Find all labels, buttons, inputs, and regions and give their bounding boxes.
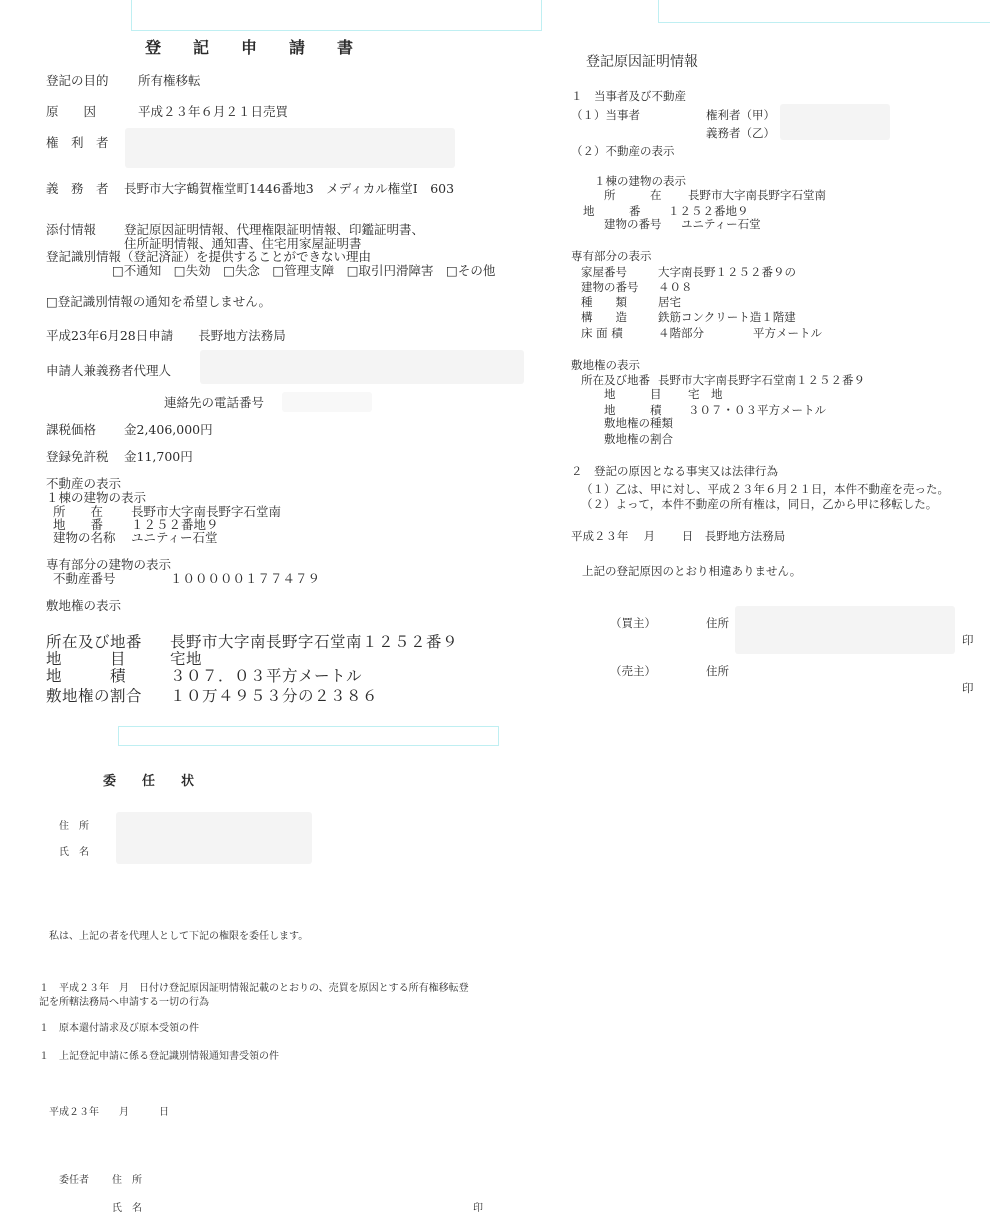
- cause-building-no-value: ユニティー石堂: [681, 217, 761, 231]
- land-location-value: 長野市大字南長野字石堂南１２５２番９: [170, 633, 459, 651]
- proxy-item1-line2: 記を所轄法務局へ申請する一切の行為: [39, 997, 209, 1008]
- cause-lot-label: 地 番: [583, 204, 641, 218]
- unit-no-value: ４０８: [658, 280, 693, 294]
- principal-name-label: 氏 名: [112, 1203, 142, 1214]
- seller-seal: 印: [962, 681, 974, 695]
- land-ratio-label: 敷地権の割合: [46, 687, 143, 705]
- structure-label: 構 造: [581, 310, 627, 324]
- cause-land-category-label: 地 目: [604, 387, 662, 401]
- lot-value: １２５２番地９: [131, 517, 219, 532]
- section2-heading: ２ 登記の原因となる事実又は法律行為: [571, 464, 778, 478]
- redacted-parties: [780, 104, 890, 140]
- cause-date-office: 平成２３年 月 日 長野地方法務局: [571, 529, 786, 543]
- license-tax-label: 登録免許税: [46, 449, 109, 464]
- application-title: 登 記 申 請 書: [145, 38, 362, 57]
- cause-unit-heading: 専有部分の表示: [571, 249, 652, 263]
- house-no-value: 大字南長野１２５２番９の: [658, 265, 796, 279]
- land-location-label: 所在及び地番: [46, 633, 143, 651]
- purpose-value: 所有権移転: [138, 73, 201, 88]
- section1-heading: １ 当事者及び不動産: [571, 89, 686, 103]
- redacted-proxy: [116, 812, 312, 864]
- top-frame-left: [131, 0, 542, 31]
- buyer-seal: 印: [962, 633, 974, 647]
- notify-option: □登記識別情報の通知を希望しません。: [46, 294, 272, 309]
- land-area-value: ３０７．０３平方メートル: [170, 667, 363, 685]
- identification-reason: 登記識別情報（登記済証）を提供することができない理由: [46, 249, 372, 264]
- proxy-item1-line1: １ 平成２３年 月 日付け登記原因証明情報記載のとおりの、売買を原因とする所有権移転登: [39, 983, 469, 994]
- buyer-label: （買主）: [610, 616, 656, 630]
- proxy-statement: 私は、上記の者を代理人として下記の権限を委任します。: [49, 931, 309, 942]
- proxy-title: 委 任 状: [103, 774, 195, 789]
- agent-label: 申請人兼義務者代理人: [46, 363, 172, 378]
- building-name-label: 建物の名称: [53, 530, 116, 545]
- attachments-line1: 登記原因証明情報、代理権限証明情報、印鑑証明書、: [124, 222, 425, 237]
- property-number-label: 不動産番号: [53, 571, 116, 586]
- top-frame-right: [658, 0, 990, 23]
- license-tax-value: 金11,700円: [124, 449, 193, 464]
- attachments-label: 添付情報: [46, 222, 97, 237]
- cause-building-no-label: 建物の番号: [604, 217, 662, 231]
- cause-land-right-heading: 敷地権の表示: [571, 358, 640, 372]
- redacted-holder: [125, 128, 455, 168]
- principal-address-label: 住 所: [112, 1175, 142, 1186]
- declaration: 上記の登記原因のとおり相違ありません。: [582, 564, 802, 578]
- redacted-agent: [200, 350, 524, 384]
- land-area-label: 地 積: [46, 667, 127, 685]
- lot-label: 地 番: [53, 517, 104, 532]
- proxy-item2: １ 原本還付請求及び原本受領の件: [39, 1023, 199, 1034]
- cause-land-area-value: ３０７・０３平方メートル: [688, 403, 826, 417]
- proxy-date: 平成２３年 月 日: [49, 1107, 169, 1118]
- land-category-value: 宅地: [170, 650, 203, 668]
- land-right-ratio: 敷地権の割合: [604, 432, 673, 446]
- real-estate-heading: （２）不動産の表示: [571, 144, 675, 158]
- obligor-label: 義 務 者: [46, 181, 109, 196]
- middle-frame: [118, 726, 499, 746]
- tax-value-label: 課税価格: [46, 422, 97, 437]
- structure-value: 鉄筋コンクリート造１階建: [658, 310, 796, 324]
- floor-area-unit: 平方メートル: [753, 326, 822, 340]
- phone-label: 連絡先の電話番号: [164, 395, 265, 410]
- fact-2: （２）よって，本件不動産の所有権は，同日，乙から甲に移転した。: [581, 497, 938, 511]
- floor-area-value: ４階部分: [658, 326, 704, 340]
- location-label: 所 在: [53, 504, 104, 519]
- cause-land-category-value: 宅 地: [688, 387, 723, 401]
- filing-line: 平成23年6月28日申請 長野地方法務局: [46, 328, 286, 343]
- holder-label: 権 利 者: [46, 135, 109, 150]
- purpose-label: 登記の目的: [46, 73, 109, 88]
- proxy-name-label: 氏 名: [59, 847, 89, 858]
- land-ratio-value: １０万４９５３分の２３８６: [170, 687, 379, 705]
- proxy-seal: 印: [473, 1203, 483, 1214]
- building-name-value: ユニティー石堂: [131, 530, 218, 545]
- seller-address-label: 住所: [706, 664, 729, 678]
- obligor-value: 長野市大字鶴賀権堂町1446番地3 メディカル権堂Ⅰ 603: [124, 181, 455, 196]
- proxy-address-label: 住 所: [59, 821, 89, 832]
- fact-1: （１）乙は、甲に対し、平成２３年６月２１日，本件不動産を売った。: [581, 482, 949, 496]
- cause-land-area-label: 地 積: [604, 403, 662, 417]
- holder-a-label: 権利者（甲）: [706, 108, 775, 122]
- cause-title: 登記原因証明情報: [586, 54, 698, 70]
- location-value: 長野市大字南長野字石堂南: [131, 504, 282, 519]
- redacted-buyer: [735, 606, 955, 654]
- unit-heading: 専有部分の建物の表示: [46, 557, 172, 572]
- cause-location-label: 所 在: [604, 188, 662, 202]
- cause-label: 原 因: [46, 104, 97, 119]
- proxy-item3: １ 上記登記申請に係る登記識別情報通知書受領の件: [39, 1051, 279, 1062]
- principal-label: 委任者: [59, 1175, 89, 1186]
- buyer-address-label: 住所: [706, 616, 729, 630]
- tax-value: 金2,406,000円: [124, 422, 213, 437]
- house-no-label: 家屋番号: [581, 265, 627, 279]
- cause-location-value: 長野市大字南長野字石堂南: [688, 188, 826, 202]
- attachments-line2: 住所証明情報、通知書、住宅用家屋証明書: [124, 236, 362, 251]
- cause-value: 平成２３年６月２１日売買: [138, 104, 289, 119]
- property-heading: 不動産の表示: [46, 476, 122, 491]
- cause-land-location-value: 長野市大字南長野字石堂南１２５２番９: [658, 373, 865, 387]
- reason-options: □不通知 □失効 □失念 □管理支障 □取引円滑障害 □その他: [112, 263, 496, 278]
- building-heading: １棟の建物の表示: [46, 490, 147, 505]
- parties-heading: （１）当事者: [571, 108, 640, 122]
- cause-building-heading: １棟の建物の表示: [594, 174, 686, 188]
- redacted-phone: [282, 392, 372, 412]
- land-category-label: 地 目: [46, 650, 127, 668]
- unit-no-label: 建物の番号: [581, 280, 639, 294]
- property-number-value: １０００００１７７４７９: [170, 571, 321, 586]
- cause-lot-value: １２５２番地９: [668, 204, 749, 218]
- kind-value: 居宅: [658, 295, 681, 309]
- floor-area-label: 床 面 積: [581, 326, 623, 340]
- land-right-heading: 敷地権の表示: [46, 598, 122, 613]
- kind-label: 種 類: [581, 295, 627, 309]
- obligor-b-label: 義務者（乙）: [706, 126, 775, 140]
- land-right-kind: 敷地権の種類: [604, 416, 673, 430]
- cause-land-location-label: 所在及び地番: [581, 373, 650, 387]
- seller-label: （売主）: [610, 664, 656, 678]
